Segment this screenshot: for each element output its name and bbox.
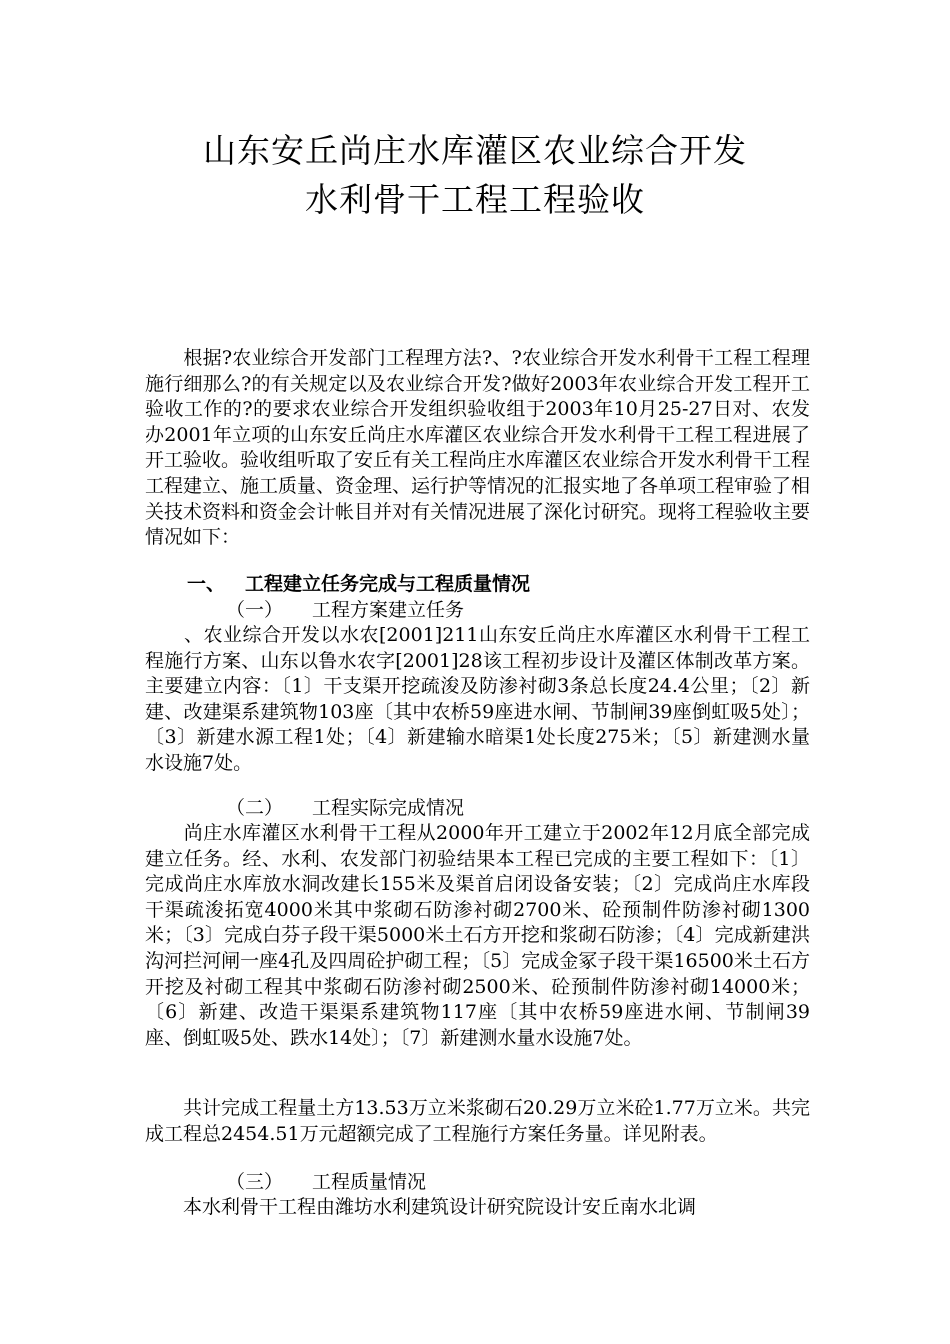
quality-paragraph: 本水利骨干工程由潍坊水利建筑设计研究院设计安丘南水北调 bbox=[145, 1196, 697, 1218]
section-heading-1-number: 一、 bbox=[187, 573, 226, 595]
subsection-heading-1-text: 工程方案建立任务 bbox=[312, 599, 465, 621]
subsection-heading-2-number: （二） bbox=[226, 797, 284, 819]
subsection-heading-3-text: 工程质量情况 bbox=[312, 1171, 427, 1193]
plan-paragraph: 、农业综合开发以水农[2001]211山东安丘尚庄水库灌区水利骨干工程工程施行方案、山东以鲁水农字[2001]28该工程初步设计及灌区体制改革方案。主要建立内容：〔1〕干支渠开挖疏浚及防渗衬砌3条总长度24.4公里；〔2〕新建、改建渠系建筑物103座〔其中农桥59座进水闸、节制闸39座倒虹吸5处〕；〔3〕新建水源工程1处；〔4〕新建输水暗渠1处长度275米；〔5〕新建测水量水设施7处。 bbox=[145, 624, 810, 774]
section-heading-1 bbox=[187, 572, 530, 597]
subsection-heading-3 bbox=[226, 1170, 426, 1195]
subsection-heading-2 bbox=[226, 796, 464, 821]
subsection-heading-1-number: （一） bbox=[226, 599, 284, 621]
document-title-line-2: 水利骨干工程工程验收 bbox=[305, 180, 645, 219]
subsection-heading-1 bbox=[226, 598, 464, 623]
document-title-line-1: 山东安丘尚庄水库灌区农业综合开发 bbox=[203, 131, 747, 170]
subsection-heading-3-number: （三） bbox=[226, 1171, 284, 1193]
intro-paragraph: 根据?农业综合开发部门工程理方法?、?农业综合开发水利骨干工程工程理施行细那么?的有关规定以及农业综合开发?做好2003年农业综合开发工程开工验收工作的?的要求农业综合开发组织验收组于2003年10月25-27日对、农发办2001年立项的山东安丘尚庄水库灌区农业综合开发水利骨干工程工程进展了开工验收。验收组听取了安丘有关工程尚庄水库灌区农业综合开发水利骨干工程工程建立、施工质量、资金理、运行护等情况的汇报实地了各单项工程审验了相关技术资料和资金会计帐目并对有关情况进展了深化讨研究。现将工程验收主要情况如下： bbox=[145, 347, 811, 549]
actual-paragraph: 尚庄水库灌区水利骨干工程从2000年开工建立于2002年12月底全部完成建立任务。经、水利、农发部门初验结果本工程已完成的主要工程如下：〔1〕完成尚庄水库放水洞改建长155米及渠首启闭设备安装；〔2〕完成尚庄水库段干渠疏浚拓宽4000米其中浆砌石防渗衬砌2700米、砼预制件防渗衬砌1300米；〔3〕完成白芬子段干渠5000米土石方开挖和浆砌石防渗；〔4〕完成新建洪沟河拦河闸一座4孔及四周砼护砌工程；〔5〕完成金冢子段干渠16500米土石方开挖及衬砌工程其中浆砌石防渗衬砌2500米、砼预制件防渗衬砌14000米；〔6〕新建、改造干渠渠系建筑物117座〔其中农桥59座进水闸、节制闸39座、倒虹吸5处、跌水14处〕；〔7〕新建测水量水设施7处。 bbox=[145, 822, 810, 1049]
subsection-heading-2-text: 工程实际完成情况 bbox=[312, 797, 465, 819]
section-heading-1-text: 工程建立任务完成与工程质量情况 bbox=[245, 573, 531, 595]
totals-paragraph: 共计完成工程量土方13.53万立米浆砌石20.29万立米砼1.77万立米。共完成工程总2454.51万元超额完成了工程施行方案任务量。详见附表。 bbox=[145, 1097, 810, 1145]
